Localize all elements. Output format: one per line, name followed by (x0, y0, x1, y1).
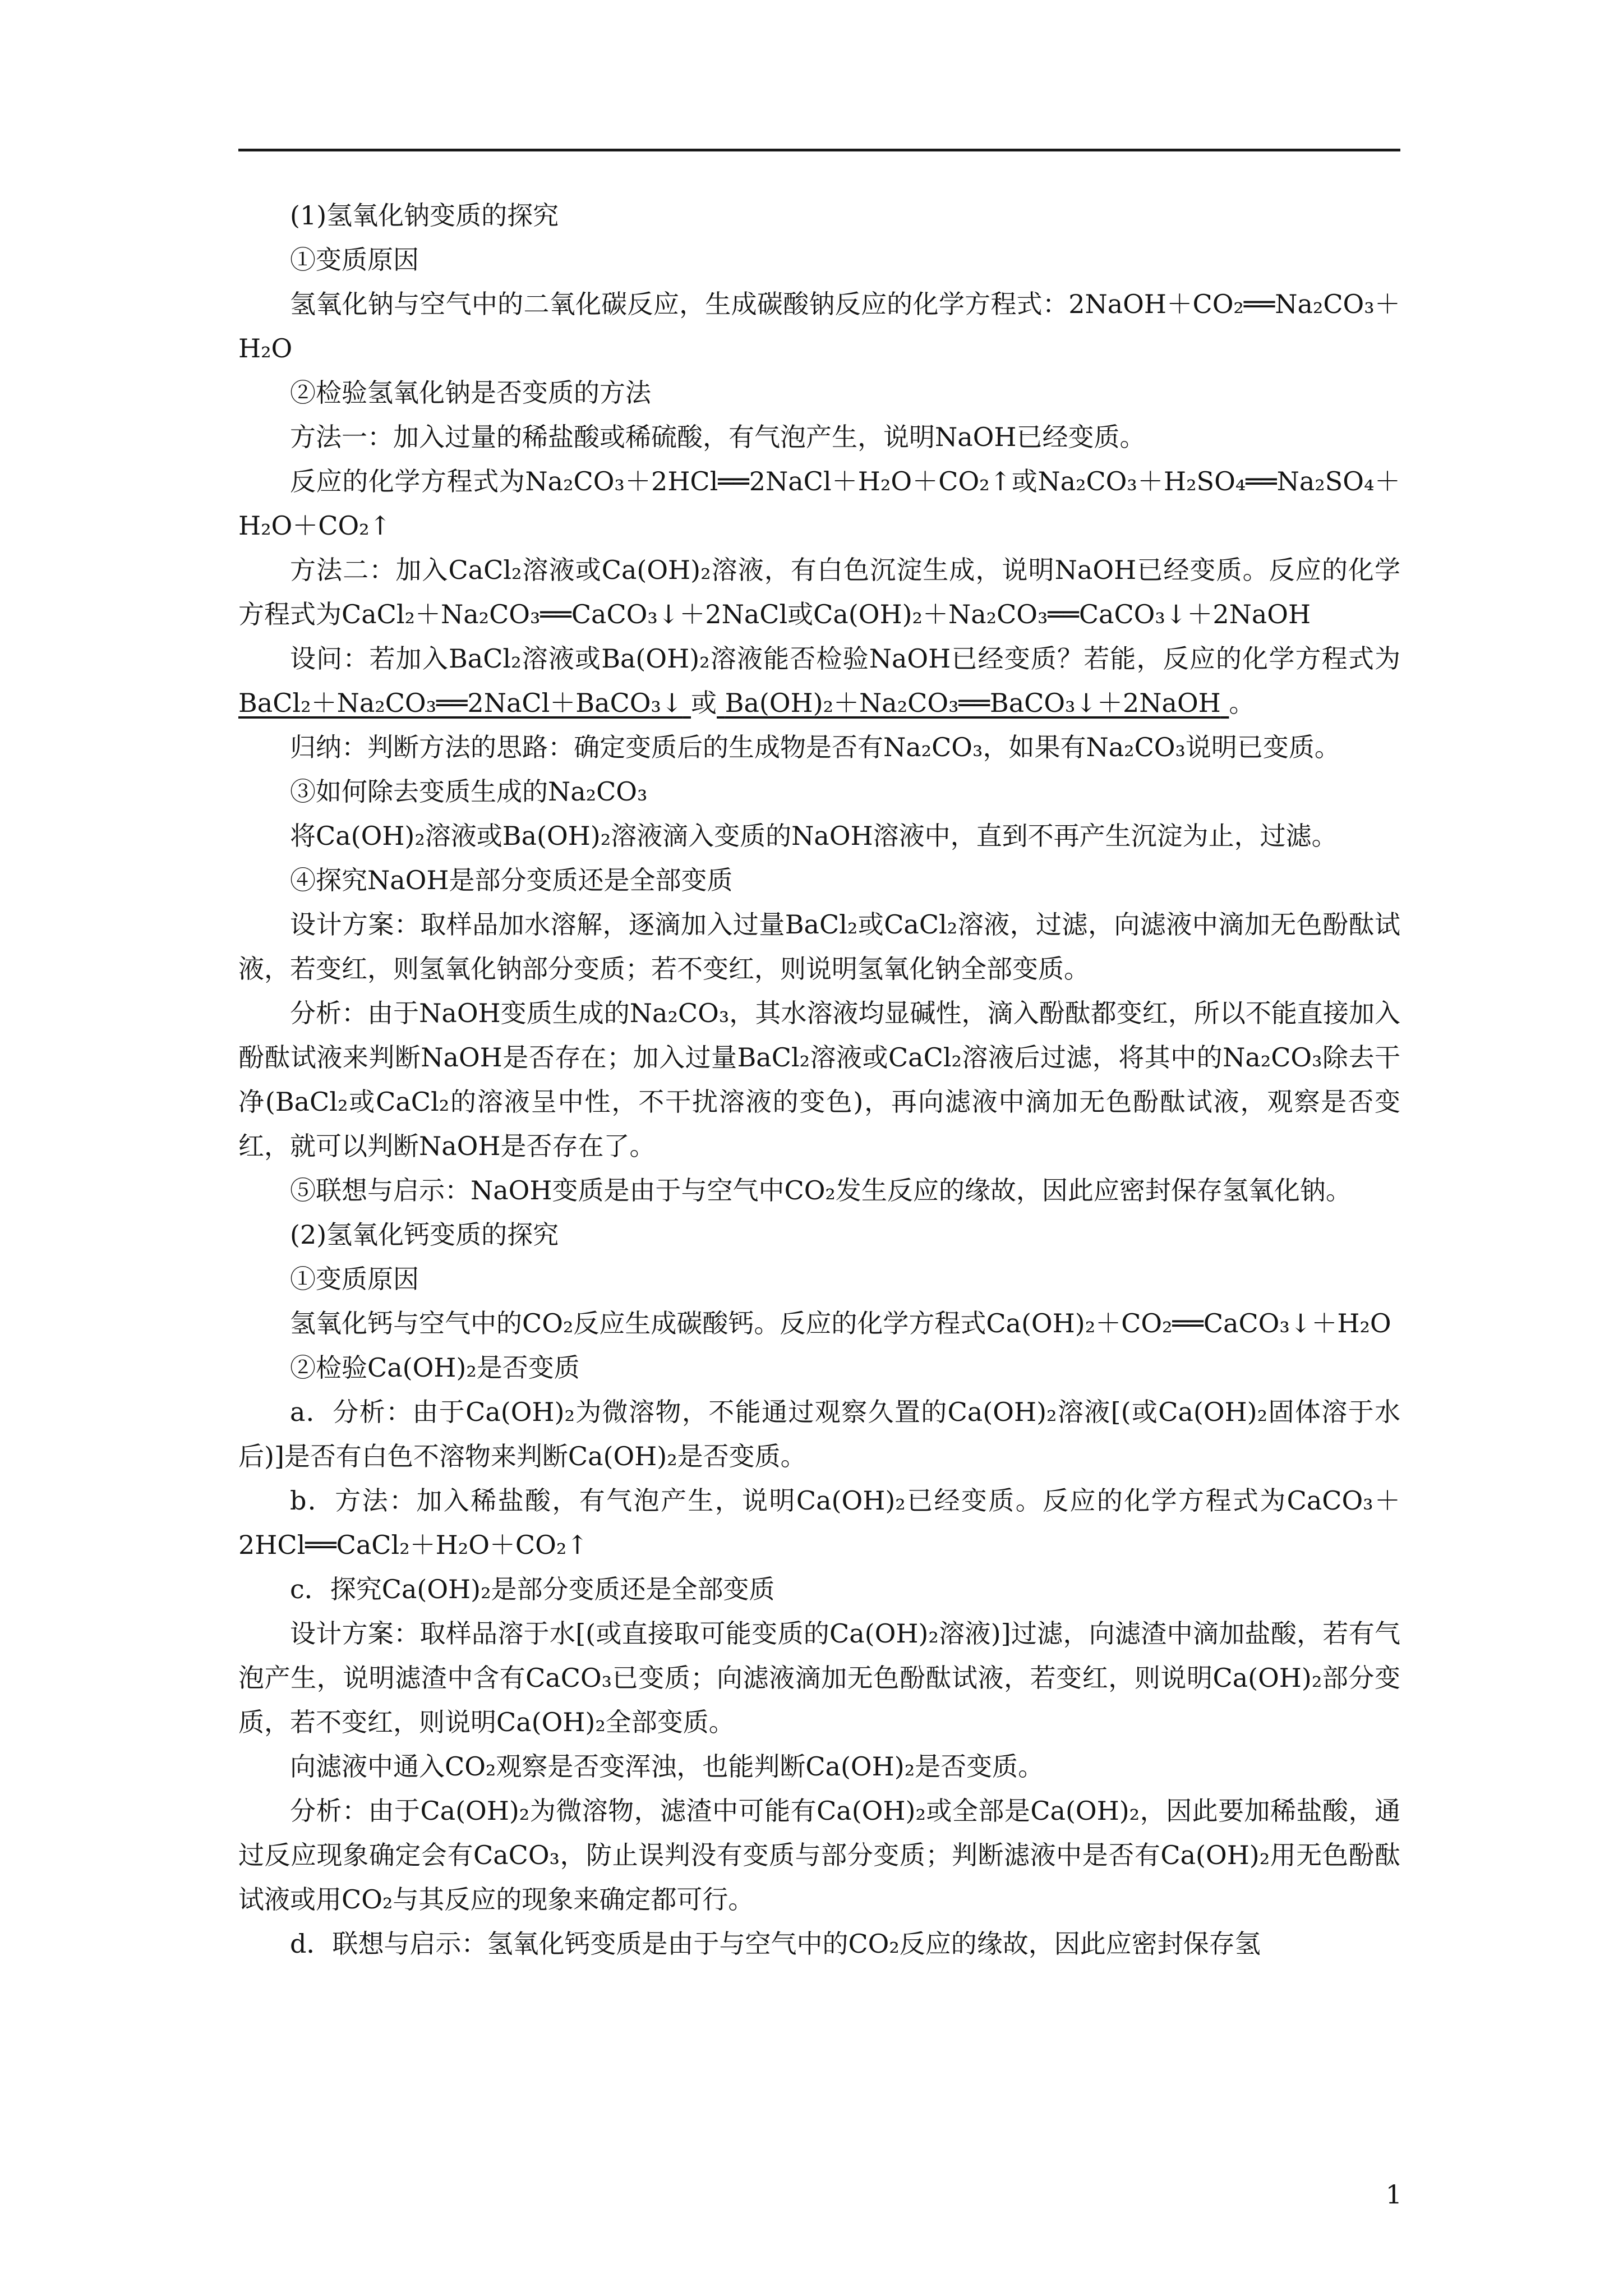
answer-blank-2: Ba(OH)₂＋Na₂CO₃══BaCO₃↓＋2NaOH (725, 688, 1221, 718)
question-paragraph (238, 637, 1400, 725)
subheading: c．探究Ca(OH)₂是部分变质还是全部变质 (290, 1574, 775, 1604)
paragraph: d．联想与启示：氢氧化钙变质是由于与空气中的CO₂反应的缘故，因此应密封保存氢 (290, 1929, 1261, 1959)
document-body (238, 194, 1400, 1966)
paragraph: 方法二：加入CaCl₂溶液或Ca(OH)₂溶液，有白色沉淀生成，说明NaOH已经变质。反应的化学方程式为CaCl₂＋Na₂CO₃══CaCO₃↓＋2NaCl或Ca(OH)₂＋Na₂CO₃══CaCO₃↓＋2NaOH (238, 555, 1400, 629)
question-text: 或 (691, 688, 717, 718)
paragraph: a．分析：由于Ca(OH)₂为微溶物，不能通过观察久置的Ca(OH)₂溶液[(或Ca(OH)₂固体溶于水后)]是否有白色不溶物来判断Ca(OH)₂是否变质。 (238, 1397, 1400, 1471)
subheading: ③如何除去变质生成的Na₂CO₃ (290, 776, 648, 807)
question-text: 。 (1229, 688, 1255, 718)
page-number: 1 (1385, 2179, 1402, 2210)
question-text: 设问：若加入BaCl₂溶液或Ba(OH)₂溶液能否检验NaOH已经变质？若能，反应的化学方程式为 (290, 643, 1400, 674)
subheading: ①变质原因 (290, 245, 419, 275)
paragraph: 向滤液中通入CO₂观察是否变浑浊，也能判断Ca(OH)₂是否变质。 (290, 1751, 1044, 1782)
paragraph: 氢氧化钠与空气中的二氧化碳反应，生成碳酸钠反应的化学方程式：2NaOH＋CO₂══Na₂CO₃＋H₂O (238, 289, 1400, 364)
paragraph: 分析：由于NaOH变质生成的Na₂CO₃，其水溶液均显碱性，滴入酚酞都变红，所以不能直接加入酚酞试液来判断NaOH是否存在；加入过量BaCl₂溶液或CaCl₂溶液后过滤，将其中的Na₂CO₃除去干净(BaCl₂或CaCl₂的溶液呈中性，不干扰溶液的变色)，再向滤液中滴加无色酚酞试液，观察是否变红，就可以判断NaOH是否存在了。 (238, 998, 1400, 1161)
subheading: ②检验氢氧化钠是否变质的方法 (290, 378, 651, 408)
paragraph: 方法一：加入过量的稀盐酸或稀硫酸，有气泡产生，说明NaOH已经变质。 (290, 422, 1146, 452)
paragraph: 归纳：判断方法的思路：确定变质后的生成物是否有Na₂CO₃，如果有Na₂CO₃说明已变质。 (290, 732, 1340, 762)
paragraph: 设计方案：取样品溶于水[(或直接取可能变质的Ca(OH)₂溶液)]过滤，向滤渣中滴加盐酸，若有气泡产生，说明滤渣中含有CaCO₃已变质；向滤液滴加无色酚酞试液，若变红，则说明Ca(OH)₂部分变质，若不变红，则说明Ca(OH)₂全部变质。 (238, 1618, 1400, 1737)
paragraph: 将Ca(OH)₂溶液或Ba(OH)₂溶液滴入变质的NaOH溶液中，直到不再产生沉淀为止，过滤。 (290, 821, 1338, 851)
subheading: ④探究NaOH是部分变质还是全部变质 (290, 865, 733, 895)
paragraph: 分析：由于Ca(OH)₂为微溶物，滤渣中可能有Ca(OH)₂或全部是Ca(OH)₂，因此要加稀盐酸，通过反应现象确定会有CaCO₃，防止误判没有变质与部分变质；判断滤液中是否有Ca(OH)₂用无色酚酞试液或用CO₂与其反应的现象来确定都可行。 (238, 1796, 1400, 1915)
section-title: (1)氢氧化钠变质的探究 (290, 200, 559, 231)
paragraph: b．方法：加入稀盐酸，有气泡产生，说明Ca(OH)₂已经变质。反应的化学方程式为CaCO₃＋2HCl══CaCl₂＋H₂O＋CO₂↑ (238, 1485, 1400, 1560)
paragraph: ⑤联想与启示：NaOH变质是由于与空气中CO₂发生反应的缘故，因此应密封保存氢氧化钠。 (290, 1175, 1352, 1205)
answer-blank-1: BaCl₂＋Na₂CO₃══2NaCl＋BaCO₃↓ (238, 688, 683, 718)
header-rule (238, 149, 1400, 151)
equation-paragraph: 反应的化学方程式为Na₂CO₃＋2HCl══2NaCl＋H₂O＋CO₂↑或Na₂CO₃＋H₂SO₄══Na₂SO₄＋H₂O＋CO₂↑ (238, 466, 1400, 541)
section-title: (2)氢氧化钙变质的探究 (290, 1220, 559, 1250)
subheading: ①变质原因 (290, 1264, 419, 1294)
subheading: ②检验Ca(OH)₂是否变质 (290, 1352, 580, 1383)
paragraph: 氢氧化钙与空气中的CO₂反应生成碳酸钙。反应的化学方程式Ca(OH)₂＋CO₂══CaCO₃↓＋H₂O (290, 1308, 1391, 1338)
paragraph: 设计方案：取样品加水溶解，逐滴加入过量BaCl₂或CaCl₂溶液，过滤，向滤液中滴加无色酚酞试液，若变红，则氢氧化钠部分变质；若不变红，则说明氢氧化钠全部变质。 (238, 909, 1400, 984)
